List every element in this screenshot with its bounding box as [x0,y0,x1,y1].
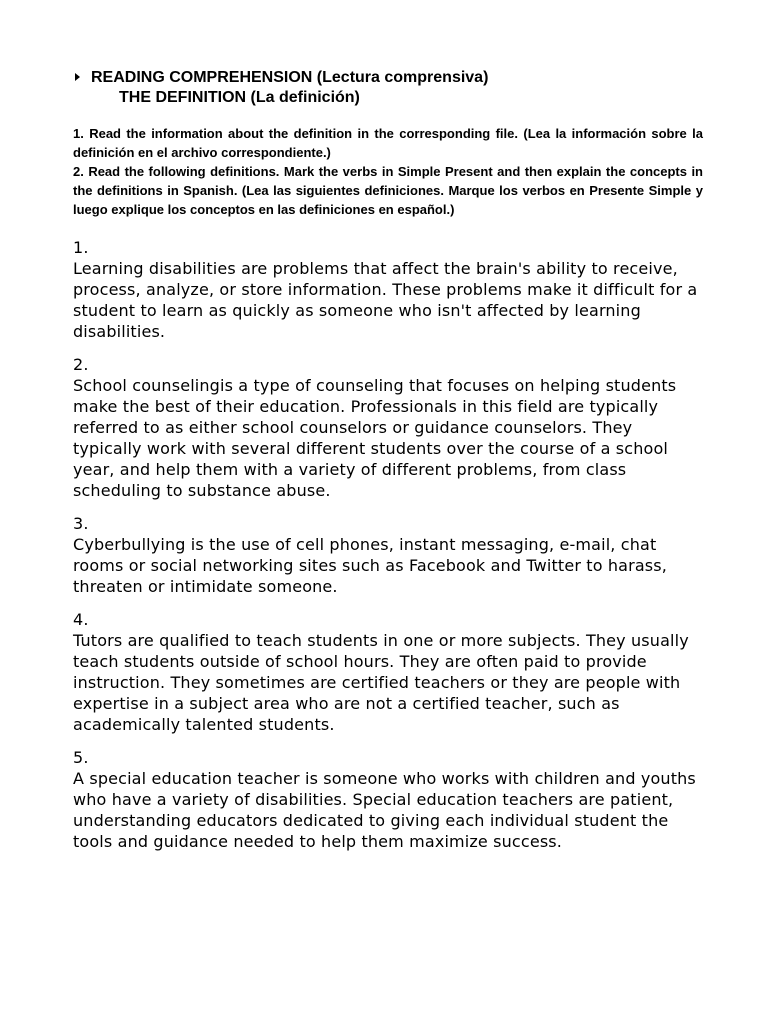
triangle-bullet-icon [75,73,80,81]
definition-text: Learning disabilities are problems that affect the brain's ability to receive, process, analyze, or store information. These problems make it difficult for a student to learn as quickly as someone who isn't affected by learning disabilities. [73,259,698,341]
heading-title-line [73,68,703,88]
heading-subtitle: THE DEFINITION (La definición) [119,89,360,106]
instruction-item: 1. Read the information about the definition in the corresponding file. (Lea la información sobre la definición en el archivo correspondiente.) [73,126,703,160]
definition-item [73,237,703,342]
document-page [73,68,703,864]
definition-text: Tutors are qualified to teach students in one or more subjects. They usually teach students outside of school hours. They are often paid to provide instruction. They sometimes are certified teachers or they are people with expertise in a subject area who are not a certified teacher, such as academically talented students. [73,631,689,734]
definition-item [73,609,703,735]
definition-number: 1. [73,238,89,257]
definition-number: 4. [73,610,89,629]
definition-item [73,747,703,852]
definition-text: School counselingis a type of counseling that focuses on helping students make the best of their education. Professionals in this field are typically referred to as either school counselors or guidance counselors. They typically work with several different students over the course of a school year, and help them with a variety of different problems, from class scheduling to substance abuse. [73,376,677,500]
definition-number: 5. [73,748,89,767]
heading-title: READING COMPREHENSION (Lectura comprensiva) [91,69,489,86]
definition-item [73,354,703,501]
instructions-block [73,124,703,219]
document-heading [73,68,703,108]
instruction-item: 2. Read the following definitions. Mark the verbs in Simple Present and then explain the concepts in the definitions in Spanish. (Lea las siguientes definiciones. Marque los verbos en Presente Simple y luego explique los conceptos en las definiciones en español.) [73,164,703,217]
definition-number: 3. [73,514,89,533]
definitions-list [73,237,703,852]
definition-item [73,513,703,597]
definition-text: Cyberbullying is the use of cell phones, instant messaging, e-mail, chat rooms or social networking sites such as Facebook and Twitter to harass, threaten or intimidate someone. [73,535,668,596]
definition-text: A special education teacher is someone who works with children and youths who have a variety of disabilities. Special education teachers are patient, understanding educators dedicated to giving each individual student the tools and guidance needed to help them maximize success. [73,769,696,851]
definition-number: 2. [73,355,89,374]
